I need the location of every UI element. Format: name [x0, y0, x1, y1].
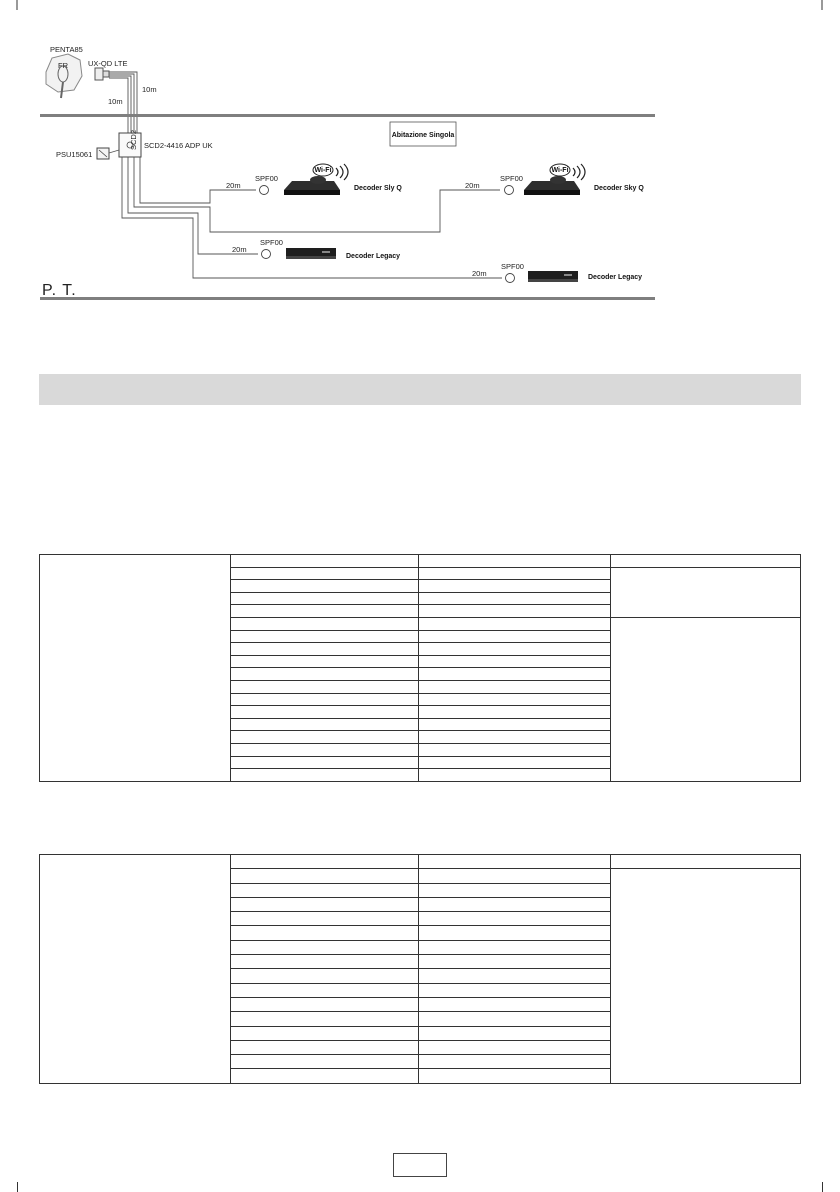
svg-text:Wi-Fi: Wi-Fi	[314, 167, 332, 174]
table-cell	[231, 1069, 419, 1083]
table-cell	[419, 1069, 610, 1083]
decoder-sky-q-icon	[284, 176, 340, 195]
table-cell	[419, 693, 610, 706]
table-cell	[419, 855, 610, 869]
dwelling-label: Abitazione Singola	[391, 132, 455, 139]
floor-line	[40, 114, 655, 117]
switch-mark: SCD2	[129, 129, 138, 150]
table-row	[40, 855, 801, 869]
table-cell	[231, 668, 419, 681]
table-cell	[231, 1012, 419, 1026]
table-cell	[231, 680, 419, 693]
cable-length-10m: 10m	[142, 85, 157, 94]
table-cell	[610, 869, 800, 1083]
table-cell	[231, 706, 419, 719]
table-cell	[419, 940, 610, 954]
table-cell	[610, 567, 800, 617]
table-cell	[419, 883, 610, 897]
table-cell	[419, 1055, 610, 1069]
outlet-label: SPF00	[500, 174, 523, 183]
table-cell	[231, 1040, 419, 1054]
outlet-icon	[262, 250, 271, 259]
table-cell	[419, 869, 610, 883]
table-cell	[231, 969, 419, 983]
cable-length-20m: 20m	[226, 181, 241, 190]
table-cell	[231, 756, 419, 769]
table-cell	[231, 731, 419, 744]
switch-label: SCD2-4416 ADP UK	[144, 141, 213, 150]
table-cell	[419, 706, 610, 719]
table-cell	[231, 869, 419, 883]
table-cell	[231, 983, 419, 997]
section-header-band	[39, 374, 801, 405]
table-cell	[231, 926, 419, 940]
table-cell	[231, 1055, 419, 1069]
installation-diagram	[0, 0, 840, 320]
table-cell	[231, 940, 419, 954]
table-cell	[231, 743, 419, 756]
outlet-label: SPF00	[501, 262, 524, 271]
table-cell	[231, 718, 419, 731]
table-cell	[610, 617, 800, 781]
spec-table-2	[39, 854, 801, 1084]
table-cell	[231, 655, 419, 668]
cable-length-10m: 10m	[108, 97, 123, 106]
decoder-label: Decoder Legacy	[588, 274, 643, 281]
table-cell	[419, 955, 610, 969]
table-cell	[419, 912, 610, 926]
table-cell	[231, 605, 419, 618]
table-cell	[419, 756, 610, 769]
outlet-label: SPF00	[255, 174, 278, 183]
table-cell	[419, 567, 610, 580]
table-cell	[419, 969, 610, 983]
lnb-label: UX-QD LTE	[88, 59, 128, 68]
cable-length-20m: 20m	[472, 269, 487, 278]
table-cell	[231, 592, 419, 605]
table-cell	[231, 955, 419, 969]
table-cell	[231, 630, 419, 643]
table-cell	[419, 769, 610, 782]
table-cell	[419, 643, 610, 656]
table-cell	[419, 555, 610, 568]
table-cell	[231, 693, 419, 706]
decoder-sky-q-icon	[524, 176, 580, 195]
decoder-label: Decoder Legacy	[346, 253, 401, 260]
outlet-icon	[260, 186, 269, 195]
table-cell	[419, 680, 610, 693]
table-cell	[419, 983, 610, 997]
table-cell	[231, 997, 419, 1011]
table-cell	[419, 580, 610, 593]
table-cell	[231, 1026, 419, 1040]
decoder-legacy-icon	[528, 271, 578, 282]
table-cell	[231, 769, 419, 782]
table-cell	[231, 555, 419, 568]
table-cell	[610, 855, 800, 869]
table-cell	[40, 855, 231, 1084]
table-cell	[419, 592, 610, 605]
svg-text:Wi-Fi: Wi-Fi	[551, 167, 569, 174]
psu-icon	[97, 148, 119, 159]
table-cell	[419, 630, 610, 643]
antenna-badge: FR	[58, 61, 68, 70]
table-row	[40, 555, 801, 568]
table-cell	[419, 617, 610, 630]
table-cell	[419, 1040, 610, 1054]
table-cell	[231, 855, 419, 869]
table-cell	[610, 555, 800, 568]
table-cell	[419, 1026, 610, 1040]
decoder-legacy-icon	[286, 248, 336, 259]
crop-mark	[822, 1182, 823, 1192]
table-cell	[419, 1012, 610, 1026]
pt-floor-label: P. T.	[42, 282, 77, 299]
table-cell	[231, 567, 419, 580]
table-cell	[231, 643, 419, 656]
table-cell	[419, 668, 610, 681]
outlet-label: SPF00	[260, 238, 283, 247]
table-cell	[419, 997, 610, 1011]
table-cell	[419, 731, 610, 744]
table-cell	[419, 743, 610, 756]
psu-label: PSU15061	[56, 150, 93, 159]
table-cell	[419, 655, 610, 668]
decoder-label: Decoder Sky Q	[594, 185, 644, 192]
table-cell	[231, 580, 419, 593]
page-number-box	[393, 1153, 447, 1177]
outlet-icon	[505, 186, 514, 195]
cable-length-20m: 20m	[232, 245, 247, 254]
lnb-icon	[95, 68, 109, 80]
table-cell	[419, 897, 610, 911]
antenna-label: PENTA85	[50, 45, 83, 54]
table-cell	[419, 926, 610, 940]
table-cell	[419, 718, 610, 731]
output-cables	[122, 157, 502, 278]
table-cell	[231, 912, 419, 926]
table-cell	[40, 555, 231, 782]
table-cell	[419, 605, 610, 618]
table-cell	[231, 883, 419, 897]
table-cell	[231, 617, 419, 630]
spec-table-1	[39, 554, 801, 782]
cable-length-20m: 20m	[465, 181, 480, 190]
floor-line	[40, 297, 655, 300]
outlet-icon	[506, 274, 515, 283]
table-cell	[231, 897, 419, 911]
crop-mark	[17, 1182, 18, 1192]
decoder-label: Decoder Sly Q	[354, 185, 402, 192]
